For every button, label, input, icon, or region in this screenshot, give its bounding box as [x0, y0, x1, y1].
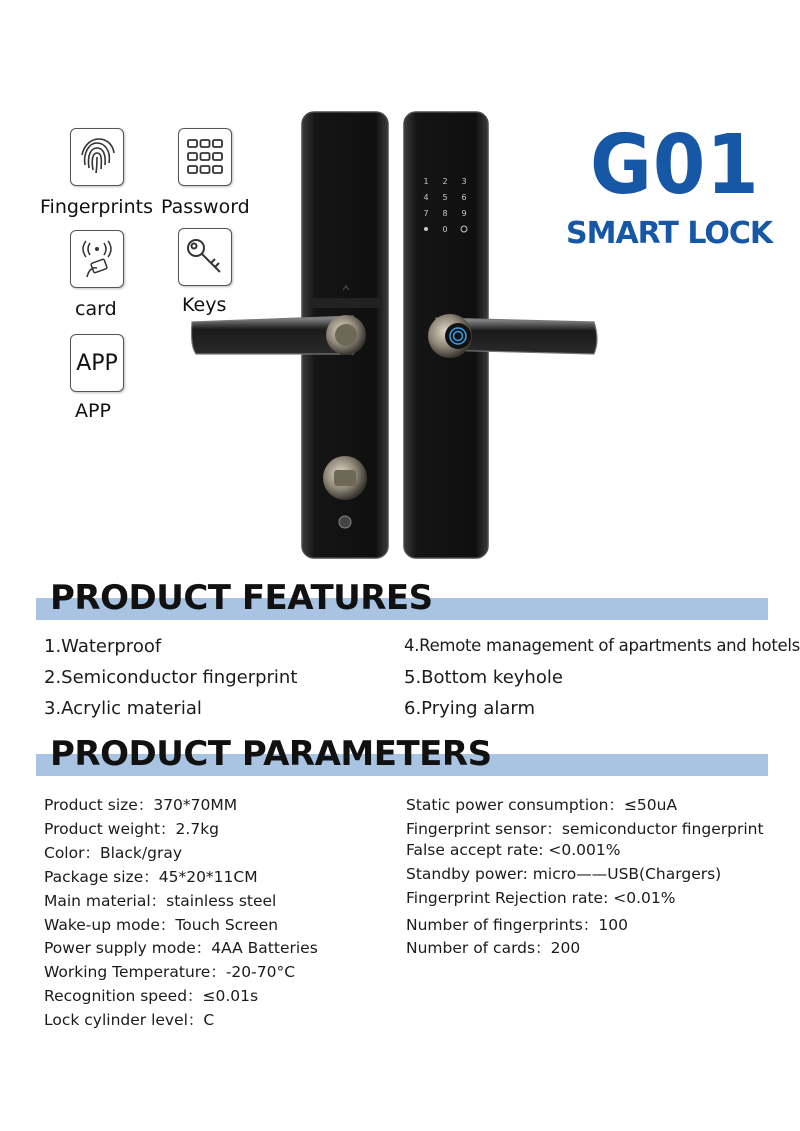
parameter-row: Main material：stainless steel	[44, 892, 277, 910]
feature-item: 1.Waterproof	[44, 636, 162, 657]
app-icon	[70, 334, 124, 392]
svg-text:8: 8	[442, 209, 448, 218]
parameter-row: Static power consumption：≤50uA	[406, 796, 678, 814]
parameters-title: PRODUCT PARAMETERS	[50, 734, 492, 774]
svg-text:7: 7	[423, 209, 429, 218]
feature-item: 6.Prying alarm	[404, 698, 536, 719]
parameter-row: Number of cards：200	[406, 939, 581, 957]
smart-lock-image	[188, 110, 608, 562]
parameter-row: False accept rate: <0.001%	[406, 841, 621, 859]
feature-item: 5.Bottom keyhole	[404, 667, 563, 688]
svg-text:4: 4	[423, 193, 429, 202]
svg-text:0: 0	[442, 225, 448, 234]
parameter-row: Fingerprint Rejection rate: <0.01%	[406, 889, 676, 907]
parameter-row: Fingerprint sensor：semiconductor fingerprint	[406, 820, 764, 838]
method-label-keys: Keys	[182, 294, 227, 316]
feature-item: 3.Acrylic material	[44, 698, 202, 719]
parameter-row: Working Temperature：-20-70°C	[44, 963, 296, 981]
method-label-card: card	[75, 298, 117, 320]
parameter-row: Number of fingerprints：100	[406, 916, 628, 934]
svg-text:5: 5	[442, 193, 448, 202]
svg-text:9: 9	[461, 209, 467, 218]
parameter-row: Power supply mode：4AA Batteries	[44, 939, 318, 957]
parameter-row: Lock cylinder level：C	[44, 1011, 215, 1029]
fingerprint-icon	[70, 128, 124, 186]
method-label-app: APP	[75, 400, 111, 422]
app-icon-text: APP	[76, 350, 118, 376]
svg-text:2: 2	[442, 177, 448, 186]
product-model: G01	[590, 118, 760, 213]
parameter-row: Standby power: micro——USB(Chargers)	[406, 865, 722, 883]
method-label-fingerprints: Fingerprints	[40, 196, 153, 218]
product-subtitle: SMART LOCK	[566, 216, 773, 251]
svg-text:1: 1	[423, 177, 429, 186]
parameter-row: Package size：45*20*11CM	[44, 868, 258, 886]
parameter-row: Recognition speed：≤0.01s	[44, 987, 259, 1005]
svg-text:3: 3	[461, 177, 467, 186]
method-label-password: Password	[161, 196, 250, 218]
feature-item: 2.Semiconductor fingerprint	[44, 667, 298, 688]
card-icon	[70, 230, 124, 288]
parameter-row: Product size：370*70MM	[44, 796, 238, 814]
parameter-row: Product weight：2.7kg	[44, 820, 220, 838]
features-title: PRODUCT FEATURES	[50, 578, 433, 618]
svg-text:6: 6	[461, 193, 467, 202]
parameter-row: Color：Black/gray	[44, 844, 183, 862]
feature-item: 4.Remote management of apartments and hotels	[404, 636, 800, 655]
parameter-row: Wake-up mode：Touch Screen	[44, 916, 279, 934]
